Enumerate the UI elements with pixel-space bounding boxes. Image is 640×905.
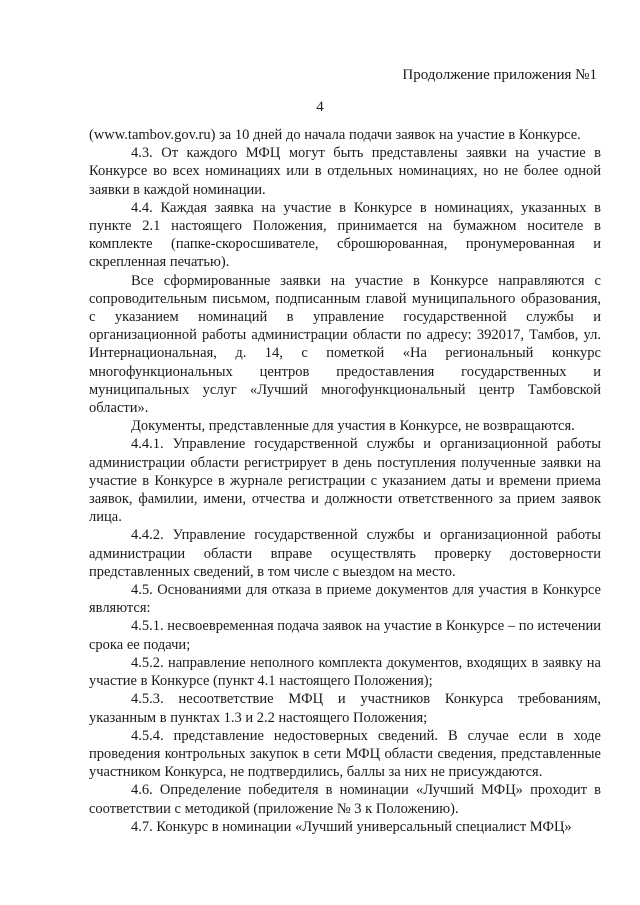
paragraph: 4.5.2. направление неполного комплекта документов, входящих в заявку на участие в Конкурсе (пункт 4.1 настоящего Положения); (89, 654, 601, 690)
appendix-continuation-header: Продолжение приложения №1 (402, 67, 597, 83)
paragraph: 4.3. От каждого МФЦ могут быть представлены заявки на участие в Конкурсе во всех номинациях или в отдельных номинациях, но не более одной заявки в каждой номинации. (89, 145, 601, 198)
paragraph: 4.5.1. несвоевременная подача заявок на участие в Конкурсе – по истечении срока ее подачи; (89, 618, 601, 653)
paragraph: 4.4.2. Управление государственной службы и организационной работы администрации области вправе осуществлять проверку достоверности представленных сведений, в том числе с выездом на место. (89, 527, 601, 580)
paragraph: 4.6. Определение победителя в номинации «Лучший МФЦ» проходит в соответствии с методикой (приложение № 3 к Положению). (89, 782, 601, 817)
paragraph: Все сформированные заявки на участие в Конкурсе направляются с сопроводительным письмом, подписанным главой муниципального образования, с указанием номинаций в управление государственной службы и организационной работы администрации области по адресу: 392017, Тамбов, ул. Интернациональная, д. 14, с пометкой «На региональный конкурс многофункциональных центров предоставления государственных и муниципальных услуг «Лучший многофункциональный центр Тамбовской области». (89, 272, 601, 417)
paragraph: 4.5.3. несоответствие МФЦ и участников Конкурса требованиям, указанным в пунктах 1.3 и 2.2 настоящего Положения; (89, 691, 601, 726)
paragraph: 4.4.1. Управление государственной службы и организационной работы администрации области регистрирует в день поступления полученные заявки на участие в Конкурсе в журнале регистрации с указанием даты и времени приема заявок, фамилии, имени, отчества и должности ответственного за прием заявок лица. (89, 436, 601, 526)
paragraph: 4.5.4. представление недостоверных сведений. В случае если в ходе проведения контрольных закупок в сети МФЦ области сведения, представленные участником Конкурса, не подтвердились, баллы за них не присуждаются. (89, 727, 601, 781)
paragraph: 4.5. Основаниями для отказа в приеме документов для участия в Конкурсе являются: (89, 582, 601, 617)
paragraph: 4.7. Конкурс в номинации «Лучший универсальный специалист МФЦ» (131, 818, 572, 835)
page-number: 4 (316, 99, 324, 115)
paragraph: Документы, представленные для участия в Конкурсе, не возвращаются. (131, 418, 575, 435)
paragraph: 4.4. Каждая заявка на участие в Конкурсе в номинациях, указанных в пункте 2.1 настоящего Положения, принимается на бумажном носителе в комплекте (папке-скоросшивателе, сброшюрованная, пронумерованная и скрепленная печатью). (89, 199, 601, 271)
paragraph: (www.tambov.gov.ru) за 10 дней до начала подачи заявок на участие в Конкурсе. (89, 127, 581, 143)
document-body (89, 126, 601, 836)
